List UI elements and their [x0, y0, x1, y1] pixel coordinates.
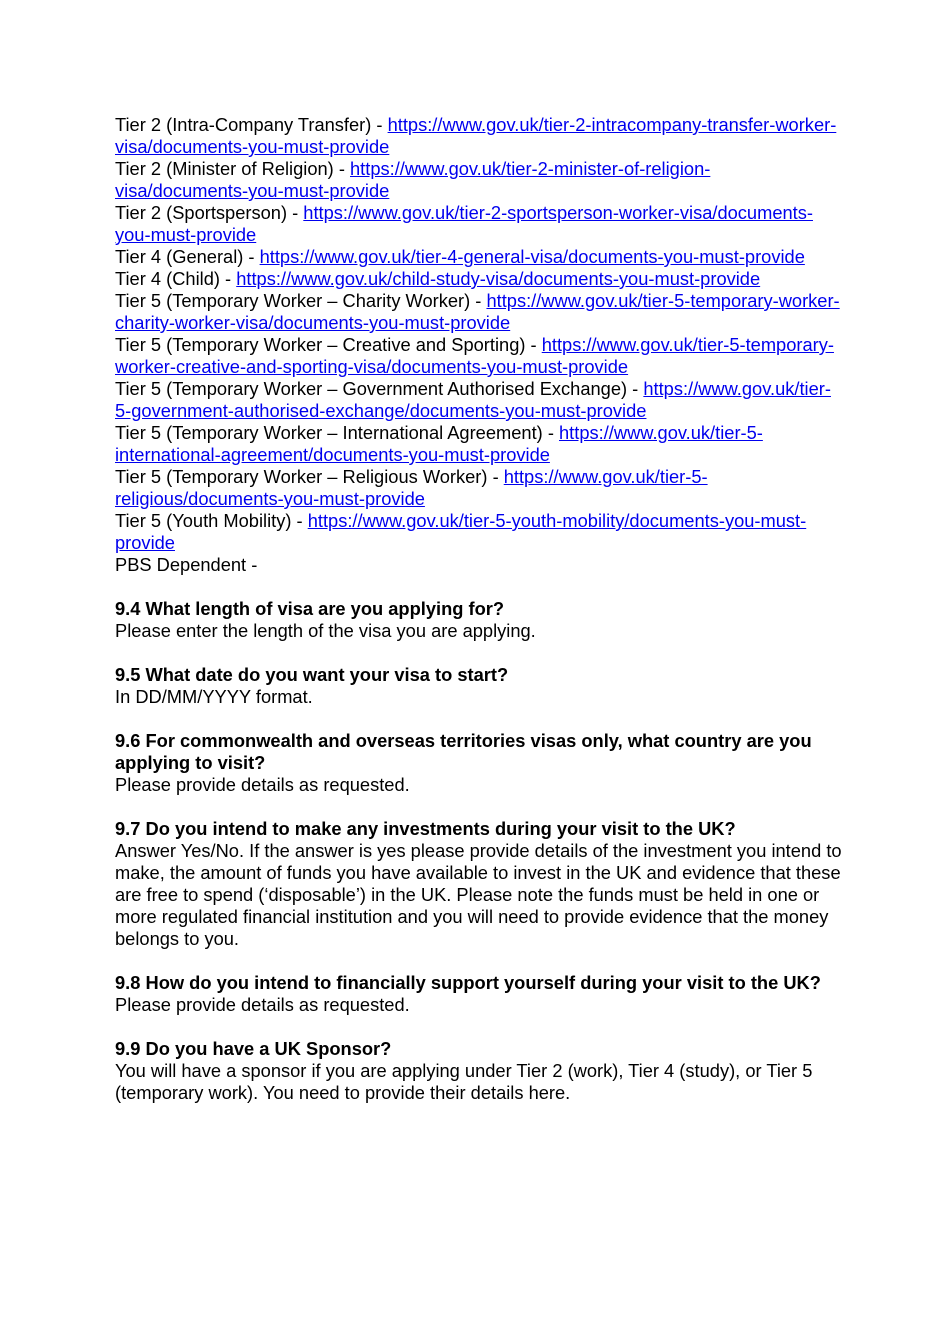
tier-link[interactable]: https://www.gov.uk/tier-5-temporary-worker-creative-and-sporting-visa/documents-you-must-provide — [115, 334, 834, 377]
tier-link-entry — [115, 466, 843, 510]
tier-link[interactable]: https://www.gov.uk/tier-2-minister-of-religion-visa/documents-you-must-provide — [115, 158, 711, 201]
tier-label: Tier 5 (Temporary Worker – Government Authorised Exchange) - — [115, 378, 644, 399]
question-title: 9.6 For commonwealth and overseas territories visas only, what country are you applying to visit? — [115, 730, 812, 773]
question-title: 9.7 Do you intend to make any investments during your visit to the UK? — [115, 818, 736, 839]
tier-link[interactable]: https://www.gov.uk/child-study-visa/documents-you-must-provide — [236, 268, 761, 289]
question-title: 9.9 Do you have a UK Sponsor? — [115, 1038, 392, 1059]
spacer — [115, 576, 843, 598]
tier-link-entry — [115, 422, 843, 466]
tier-label: Tier 5 (Youth Mobility) - — [115, 510, 308, 531]
tier-link-entry — [115, 158, 843, 202]
tier-link-entry — [115, 378, 843, 422]
question-9-9 — [115, 1038, 843, 1104]
question-title: 9.8 How do you intend to financially support yourself during your visit to the UK? — [115, 972, 821, 993]
tier-link[interactable]: https://www.gov.uk/tier-5-government-authorised-exchange/documents-you-must-provide — [115, 378, 831, 421]
tier-link[interactable]: https://www.gov.uk/tier-5-religious/documents-you-must-provide — [115, 466, 708, 509]
tier-label: Tier 2 (Sportsperson) - — [115, 202, 304, 223]
tier-link-entry — [115, 290, 843, 334]
tier-link-entry — [115, 510, 843, 554]
question-9-6 — [115, 730, 843, 796]
tier-link-entry — [115, 114, 843, 158]
spacer — [115, 1016, 843, 1038]
tier-link[interactable]: https://www.gov.uk/tier-5-temporary-worker-charity-worker-visa/documents-you-must-provide — [115, 290, 840, 333]
question-guidance: Answer Yes/No. If the answer is yes please provide details of the investment you intend to make, the amount of funds you have available to invest in the UK and evidence that these are free to spend (‘disposable’) in the UK. Please note the funds must be held in one or more regulated financial institution and you will need to provide evidence that the money belongs to you. — [115, 840, 842, 949]
spacer — [115, 642, 843, 664]
spacer — [115, 796, 843, 818]
question-guidance: Please provide details as requested. — [115, 994, 410, 1015]
spacer — [115, 708, 843, 730]
tier-label: Tier 2 (Minister of Religion) - — [115, 158, 351, 179]
question-9-7 — [115, 818, 843, 950]
tier-link[interactable]: https://www.gov.uk/tier-5-international-agreement/documents-you-must-provide — [115, 422, 763, 465]
document-page — [115, 114, 843, 1104]
question-guidance: You will have a sponsor if you are applying under Tier 2 (work), Tier 4 (study), or Tier 5 (temporary work). You need to provide their details here. — [115, 1060, 813, 1103]
question-guidance: Please provide details as requested. — [115, 774, 410, 795]
tier-link[interactable]: https://www.gov.uk/tier-2-sportsperson-worker-visa/documents-you-must-provide — [115, 202, 813, 245]
question-guidance: Please enter the length of the visa you are applying. — [115, 620, 536, 641]
question-9-4 — [115, 598, 843, 642]
tier-label: Tier 4 (General) - — [115, 246, 260, 267]
question-title: 9.4 What length of visa are you applying for? — [115, 598, 505, 619]
tier-label: Tier 2 (Intra-Company Transfer) - — [115, 114, 388, 135]
tier-link-entry — [115, 246, 843, 268]
question-guidance: In DD/MM/YYYY format. — [115, 686, 313, 707]
question-9-8 — [115, 972, 843, 1016]
tier-label: Tier 5 (Temporary Worker – Creative and Sporting) - — [115, 334, 542, 355]
tier-link[interactable]: https://www.gov.uk/tier-2-intracompany-transfer-worker-visa/documents-you-must-provide — [115, 114, 837, 157]
tier-link-entry — [115, 334, 843, 378]
spacer — [115, 950, 843, 972]
tier-link-entry — [115, 202, 843, 246]
tier-label: Tier 5 (Temporary Worker – Religious Worker) - — [115, 466, 504, 487]
tier-links-list — [115, 114, 843, 576]
tier-link[interactable]: https://www.gov.uk/tier-4-general-visa/documents-you-must-provide — [259, 246, 805, 267]
tier-label: Tier 5 (Temporary Worker – International Agreement) - — [115, 422, 559, 443]
tier-label: Tier 4 (Child) - — [115, 268, 237, 289]
tier-link-entry — [115, 268, 843, 290]
question-title: 9.5 What date do you want your visa to start? — [115, 664, 509, 685]
tier-label: Tier 5 (Temporary Worker – Charity Worker) - — [115, 290, 487, 311]
pbs-dependent-label: PBS Dependent - — [115, 554, 258, 575]
tier-link[interactable]: https://www.gov.uk/tier-5-youth-mobility/documents-you-must-provide — [115, 510, 807, 553]
question-9-5 — [115, 664, 843, 708]
